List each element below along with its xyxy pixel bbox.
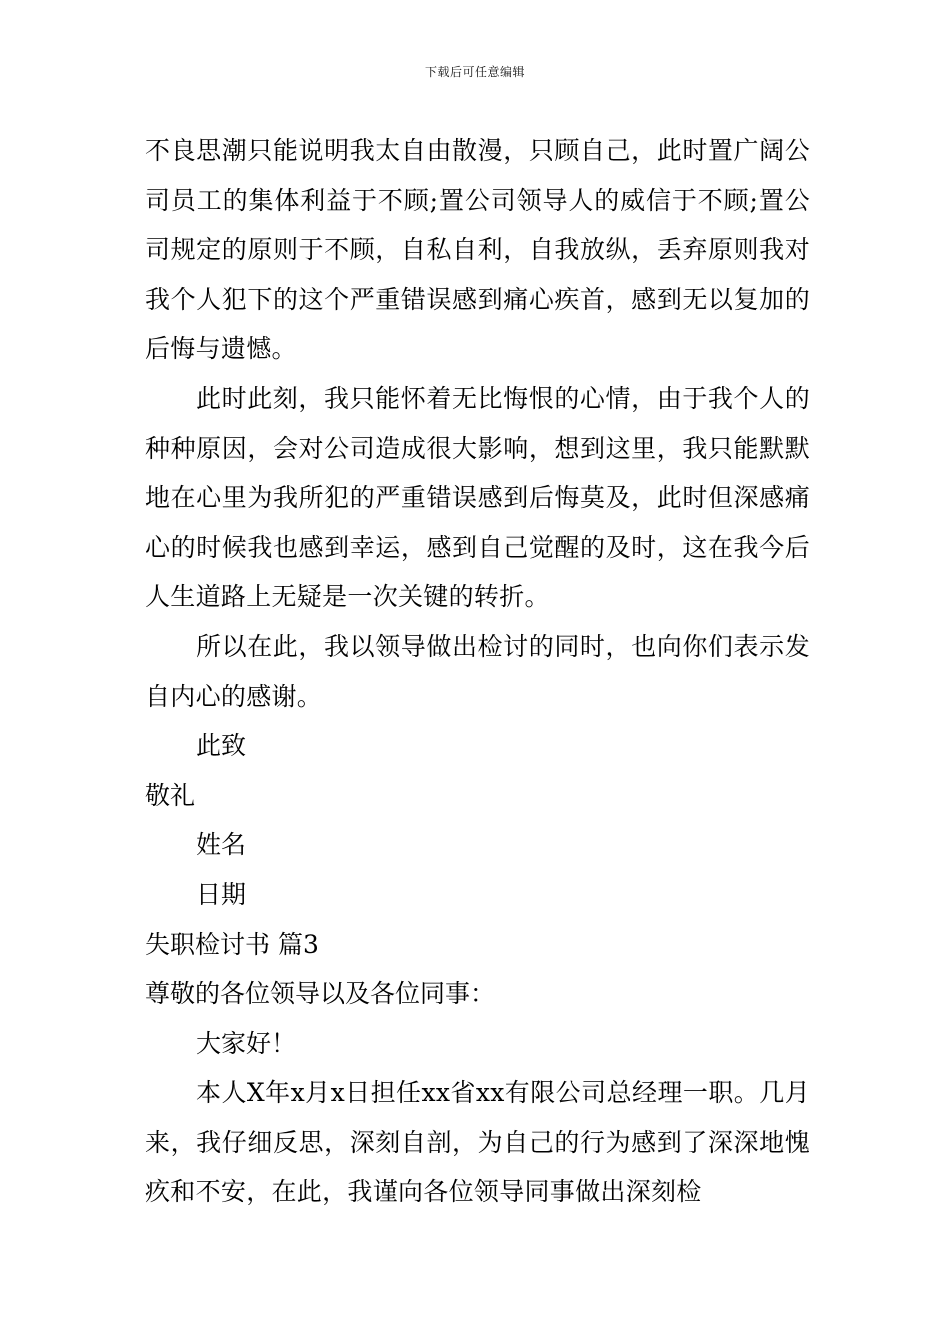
greeting: 大家好！ xyxy=(196,1028,297,1058)
signature-name: 姓名 xyxy=(196,830,247,860)
salutation: 尊敬的各位领导以及各位同事： xyxy=(145,979,496,1009)
section-title: 失职检讨书 篇3 xyxy=(145,929,319,959)
closing-line-2: 敬礼 xyxy=(145,780,196,810)
signature-date: 日期 xyxy=(196,879,247,909)
paragraph-4: 本人X年x月x日担任xx省xx有限公司总经理一职。几月来，我仔细反思，深刻自剖，为自己的行为感到了深深地愧疚和不安，在此，我谨向各位领导同事做出深刻检 xyxy=(145,1078,810,1207)
paragraph-2: 此时此刻，我只能怀着无比悔恨的心情，由于我个人的种种原因，会对公司造成很大影响，想到这里，我只能默默地在心里为我所犯的严重错误感到后悔莫及，此时但深感痛心的时候我也感到幸运，感到自己觉醒的及时，这在我今后人生道路上无疑是一次关键的转折。 xyxy=(145,383,810,612)
closing-line-1: 此致 xyxy=(196,731,247,761)
paragraph-3: 所以在此，我以领导做出检讨的同时，也向你们表示发自内心的感谢。 xyxy=(145,631,810,711)
header-note: 下载后可任意编辑 xyxy=(424,65,525,79)
document-body xyxy=(145,126,810,1217)
paragraph-1: 不良思潮只能说明我太自由散漫，只顾自己，此时置广阔公司员工的集体利益于不顾;置公司领导人的威信于不顾;置公司规定的原则于不顾，自私自利，自我放纵，丢弃原则我对我个人犯下的这个严重错误感到痛心疾首，感到无以复加的后悔与遗憾。 xyxy=(145,136,810,364)
